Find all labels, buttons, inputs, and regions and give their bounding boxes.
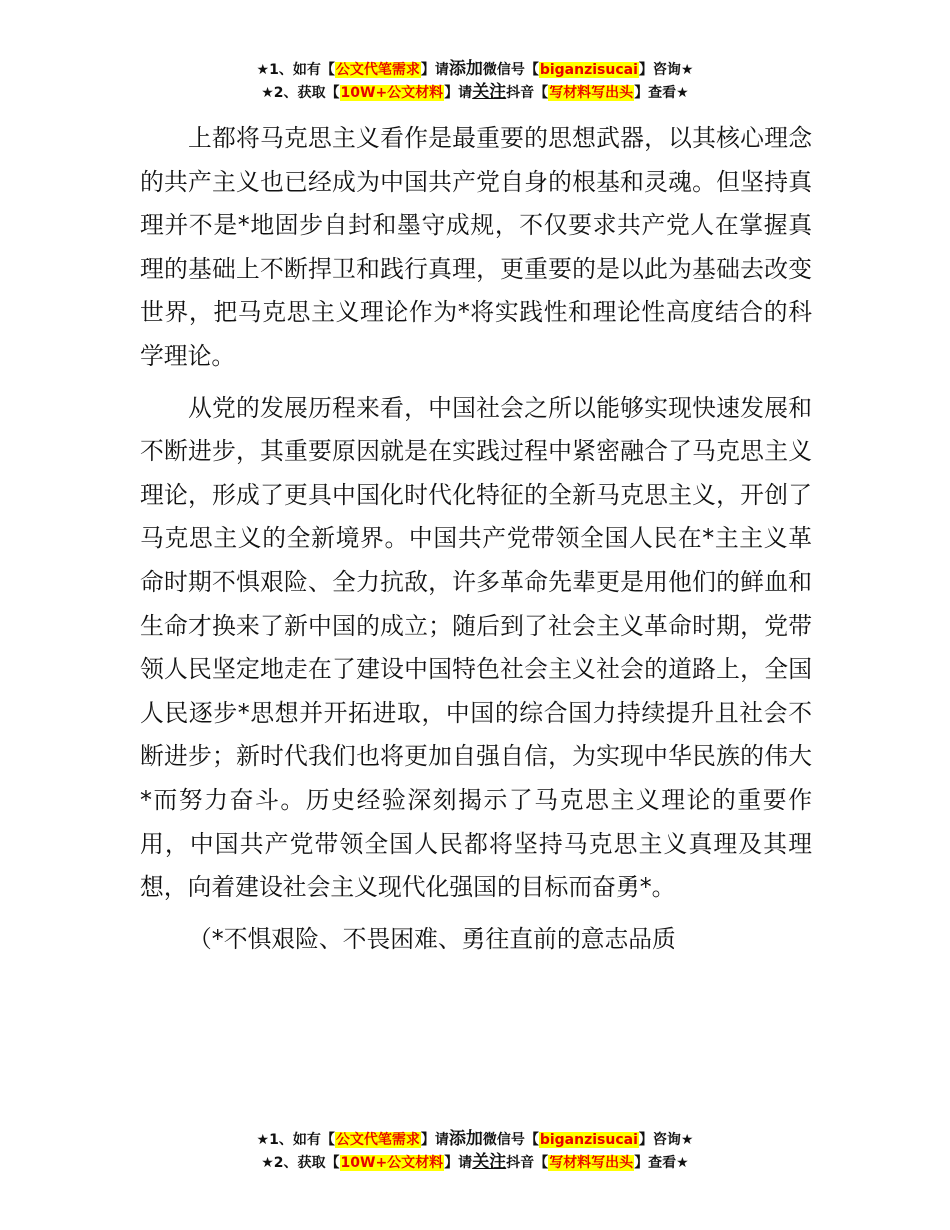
banner-text: 微信号【 bbox=[482, 1132, 539, 1148]
banner-text: ★2、获取【 bbox=[261, 85, 340, 101]
materials-highlight: 10W+公文材料 bbox=[340, 1155, 444, 1171]
service-highlight: 公文代笔需求 bbox=[335, 1132, 420, 1148]
footer-banner-line-2 bbox=[0, 1151, 950, 1174]
footer-banner-line-1 bbox=[0, 1128, 950, 1151]
header-banner bbox=[0, 58, 950, 104]
banner-text: 】咨询★ bbox=[638, 62, 694, 78]
douyin-id-highlight: 写材料写出头 bbox=[549, 85, 634, 101]
banner-emphasis: 添加 bbox=[448, 59, 483, 79]
banner-emphasis: 添加 bbox=[448, 1129, 483, 1149]
banner-text: 】咨询★ bbox=[638, 1132, 694, 1148]
header-banner-line-1 bbox=[0, 58, 950, 81]
banner-text: 抖音【 bbox=[506, 1155, 549, 1171]
banner-text: ★2、获取【 bbox=[261, 1155, 340, 1171]
banner-text: 抖音【 bbox=[506, 85, 549, 101]
banner-emphasis: 关注 bbox=[472, 82, 507, 102]
paragraph-1: 上都将马克思主义看作是最重要的思想武器，以其核心理念的共产主义也已经成为中国共产党自身的根基和灵魂。但坚持真理并不是*地固步自封和墨守成规，不仅要求共产党人在掌握真理的基础上不断捍卫和践行真理，更重要的是以此为基础去改变世界，把马克思主义理论作为*将实践性和理论性高度结合的科学理论。 bbox=[140, 124, 812, 370]
materials-highlight: 10W+公文材料 bbox=[340, 85, 444, 101]
banner-text: ★1、如有【 bbox=[256, 1132, 335, 1148]
banner-text: 】请 bbox=[444, 85, 473, 101]
banner-text: 微信号【 bbox=[482, 62, 539, 78]
paragraph-3: （*不惧艰险、不畏困难、勇往直前的意志品质 bbox=[188, 924, 676, 953]
wechat-id-highlight: biganzisucai bbox=[539, 1132, 638, 1148]
banner-text: 】查看★ bbox=[634, 85, 689, 101]
banner-text: 】请 bbox=[444, 1155, 473, 1171]
wechat-id-highlight: biganzisucai bbox=[539, 62, 638, 78]
banner-text: 】查看★ bbox=[634, 1155, 689, 1171]
document-body bbox=[140, 117, 812, 969]
banner-text: 】请 bbox=[420, 1132, 449, 1148]
banner-text: ★1、如有【 bbox=[256, 62, 335, 78]
banner-emphasis: 关注 bbox=[472, 1152, 507, 1172]
paragraph-2: 从党的发展历程来看，中国社会之所以能够实现快速发展和不断进步，其重要原因就是在实践过程中紧密融合了马克思主义理论，形成了更具中国化时代化特征的全新马克思主义，开创了马克思主义的全新境界。中国共产党带领全国人民在*主主义革命时期不惧艰险、全力抗敌，许多革命先辈更是用他们的鲜血和生命才换来了新中国的成立；随后到了社会主义革命时期，党带领人民坚定地走在了建设中国特色社会主义社会的道路上，全国人民逐步*思想并开拓进取，中国的综合国力持续提升且社会不断进步；新时代我们也将更加自强自信，为实现中华民族的伟大*而努力奋斗。历史经验深刻揭示了马克思主义理论的重要作用，中国共产党带领全国人民都将坚持马克思主义真理及其理想，向着建设社会主义现代化强国的目标而奋勇*。 bbox=[140, 393, 812, 902]
service-highlight: 公文代笔需求 bbox=[335, 62, 420, 78]
footer-banner bbox=[0, 1128, 950, 1174]
douyin-id-highlight: 写材料写出头 bbox=[549, 1155, 634, 1171]
banner-text: 】请 bbox=[420, 62, 449, 78]
header-banner-line-2 bbox=[0, 81, 950, 104]
